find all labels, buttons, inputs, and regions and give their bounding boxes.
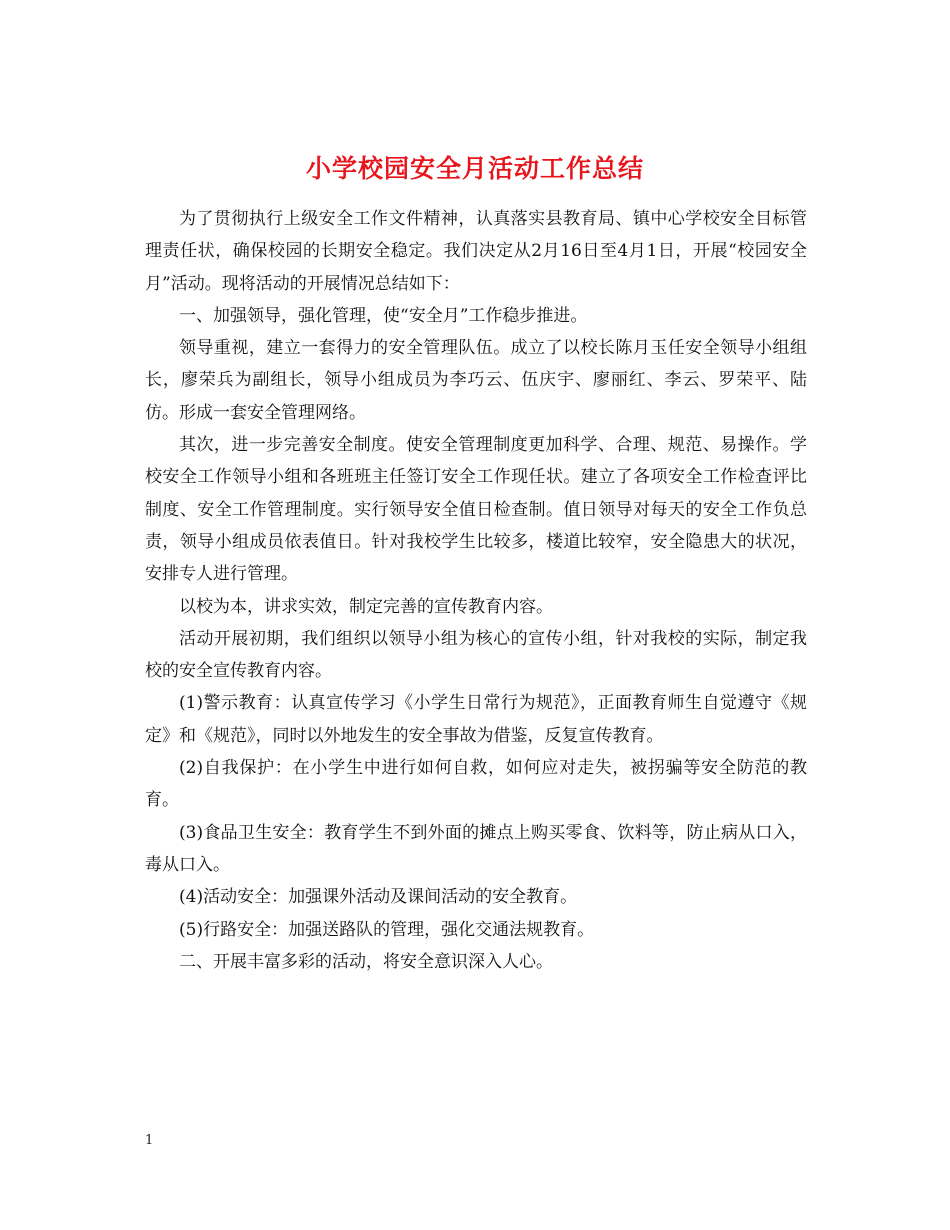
- paragraph-education-content: 以校为本，讲求实效，制定完善的宣传教育内容。: [179, 596, 553, 617]
- paragraph-item-1: (1)警示教育：认真宣传学习《小学生日常行为规范》，正面教育师生自觉遵守《规定》和《规范》，同时以外地发生的安全事故为借鉴，反复宣传教育。: [145, 693, 807, 746]
- paragraph-item-5: (5)行路安全：加强送路队的管理，强化交通法规教育。: [179, 919, 595, 940]
- paragraph-item-4: (4)活动安全：加强课外活动及课间活动的安全教育。: [179, 887, 578, 908]
- paragraph-item-2: (2)自我保护：在小学生中进行如何自救，如何应对走失，被拐骗等安全防范的教育。: [145, 758, 807, 811]
- document-body: [145, 203, 807, 978]
- paragraph-leadership: 领导重视，建立一套得力的安全管理队伍。成立了以校长陈月玉任安全领导小组组长，廖荣兵为副组长，领导小组成员为李巧云、伍庆宇、廖丽红、李云、罗荣平、陆仿。形成一套安全管理网络。: [145, 338, 807, 423]
- paragraph-early-activity: 活动开展初期，我们组织以领导小组为核心的宣传小组，针对我校的实际，制定我校的安全宣传教育内容。: [145, 628, 807, 682]
- paragraph-section-1-heading: 一、加强领导，强化管理，使“安全月”工作稳步推进。: [179, 305, 588, 326]
- page-number: 1: [145, 1133, 154, 1148]
- paragraph-section-2-heading: 二、开展丰富多彩的活动，将安全意识深入人心。: [179, 951, 553, 972]
- paragraph-item-3: (3)食品卫生安全：教育学生不到外面的摊点上购买零食、饮料等，防止病从口入，毒从口入。: [145, 822, 807, 875]
- document-title: 小学校园安全月活动工作总结: [305, 153, 644, 183]
- paragraph-intro: 为了贯彻执行上级安全工作文件精神，认真落实县教育局、镇中心学校安全目标管理责任状，确保校园的长期安全稳定。我们决定从2月16日至4月1日，开展“校园安全月”活动。现将活动的开展情况总结如下：: [145, 209, 807, 294]
- paragraph-safety-system: 其次，进一步完善安全制度。使安全管理制度更加科学、合理、规范、易操作。学校安全工作领导小组和各班班主任签订安全工作现任状。建立了各项安全工作检查评比制度、安全工作管理制度。实行领导安全值日检查制。值日领导对每天的安全工作负总责，领导小组成员依表值日。针对我校学生比较多，楼道比较窄，安全隐患大的状况，安排专人进行管理。: [145, 435, 807, 585]
